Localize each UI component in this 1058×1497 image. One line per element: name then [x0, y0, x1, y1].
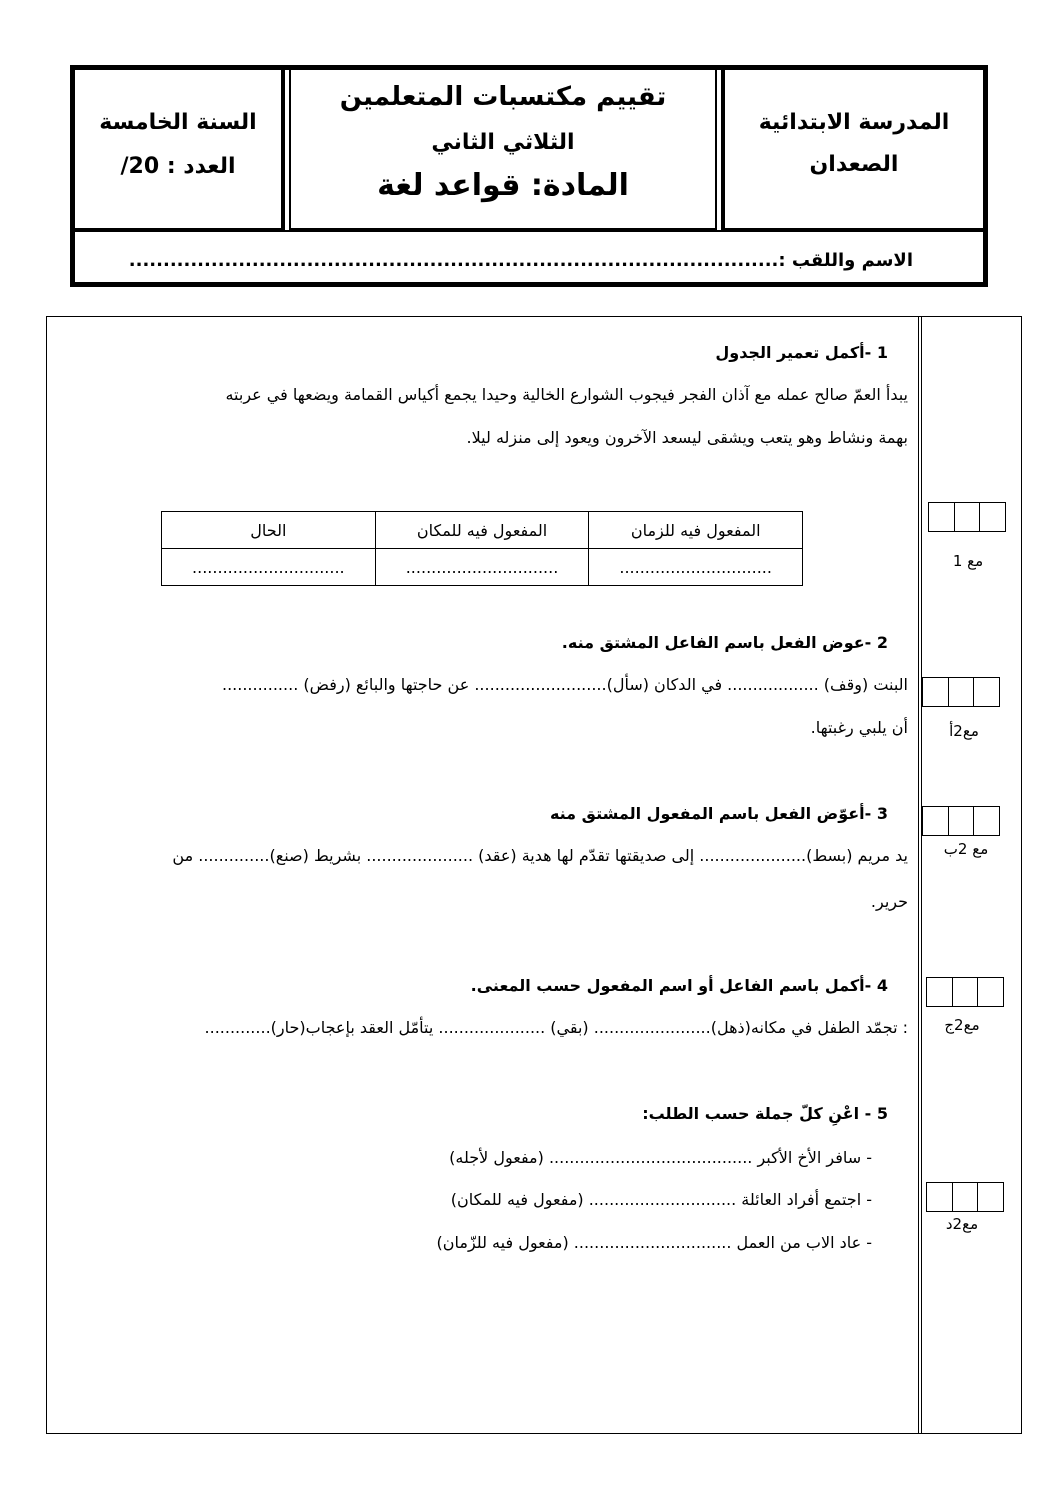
q2-line1[interactable]: البنت (وقف) .................. في الدكان (سأل).......................... عن حاجتها والبائع (رفض) ............... — [221, 675, 908, 694]
header-title-cell — [289, 70, 717, 230]
term-label: الثلاثي الثاني — [431, 130, 575, 155]
criterion-label-q1: مع 1 — [952, 552, 984, 570]
q5-item[interactable]: - سافر الأخ الأكبر ........................................ (مفعول لأجله) — [449, 1148, 872, 1167]
score-box-q2[interactable] — [922, 677, 1000, 707]
q2-title: 2 -عوض الفعل باسم الفاعل المشتق منه. — [561, 633, 888, 652]
year-label: السنة الخامسة — [99, 110, 257, 135]
header-year-cell — [75, 70, 285, 230]
q4-line1[interactable]: : تجمّد الطفل في مكانه(ذهل)....................... (بقي) ..................... يتأمّل العقد بإعجاب(حار)............. — [204, 1018, 908, 1037]
score-total: العدد : 20/ — [120, 154, 236, 179]
table-header-cell: الحال — [162, 512, 376, 549]
q5-item[interactable]: - عاد الاب من العمل ............................... (مفعول فيه للزّمان) — [436, 1233, 872, 1252]
q3-title: 3 -أعوّض الفعل باسم المفعول المشتق منه — [549, 804, 888, 823]
q2-line2: أن يلبي رغبتها. — [810, 718, 908, 737]
school-name-line2: الصعدان — [809, 152, 899, 177]
score-column-divider — [918, 316, 922, 1434]
header-box — [70, 65, 988, 287]
score-box-q1[interactable] — [928, 502, 1006, 532]
q1-title: 1 -أكمل تعمير الجدول — [715, 343, 888, 362]
table-header-cell: المفعول فيه للمكان — [375, 512, 589, 549]
q1-table — [161, 511, 803, 586]
table-blank-cell[interactable]: .............................. — [162, 549, 376, 586]
q3-line1[interactable]: يد مريم (بسط)..................... إلى صديقتها تقدّم لها هدية (عقد) ..................... بشريط (صنع).............. من — [172, 846, 908, 865]
criterion-label-q4: مع2ج — [944, 1016, 980, 1034]
name-row — [75, 230, 983, 282]
subject-label: المادة: قواعد لغة — [377, 168, 629, 203]
score-box-q5[interactable] — [926, 1182, 1004, 1212]
criterion-label-q3: مع 2ب — [943, 840, 989, 858]
name-field[interactable]: الاسم واللقب :............................................................................................... — [128, 250, 913, 271]
header-school-cell — [721, 70, 983, 230]
school-name-line1: المدرسة الابتدائية — [758, 110, 950, 135]
q1-text-line2: بهمة ونشاط وهو يتعب ويشقى ليسعد الآخرون ويعود إلى منزله ليلا. — [466, 428, 908, 447]
page-title: تقييم مكتسبات المتعلمين — [339, 82, 667, 112]
table-blank-cell[interactable]: .............................. — [375, 549, 589, 586]
q5-title: 5 - اعْنِ كلّ جملة حسب الطلب: — [642, 1104, 888, 1123]
table-header-cell: المفعول فيه للزمان — [589, 512, 803, 549]
q1-text-line1: يبدأ العمّ صالح عمله مع آذان الفجر فيجوب الشوارع الخالية وحيدا يجمع أكياس القمامة ويضعها في عربته — [225, 385, 908, 404]
criterion-label-q5: مع2د — [945, 1215, 979, 1233]
q3-line2: حرير. — [870, 892, 908, 911]
q5-item[interactable]: - اجتمع أفراد العائلة ............................. (مفعول فيه للمكان) — [450, 1190, 872, 1209]
score-box-q4[interactable] — [926, 977, 1004, 1007]
exercise-frame — [46, 316, 1022, 1434]
table-header-row — [162, 512, 803, 549]
table-row — [162, 549, 803, 586]
table-blank-cell[interactable]: .............................. — [589, 549, 803, 586]
q4-title: 4 -أكمل باسم الفاعل أو اسم المفعول حسب المعنى. — [470, 976, 888, 995]
criterion-label-q2: مع2أ — [949, 722, 979, 740]
score-box-q3[interactable] — [922, 806, 1000, 836]
